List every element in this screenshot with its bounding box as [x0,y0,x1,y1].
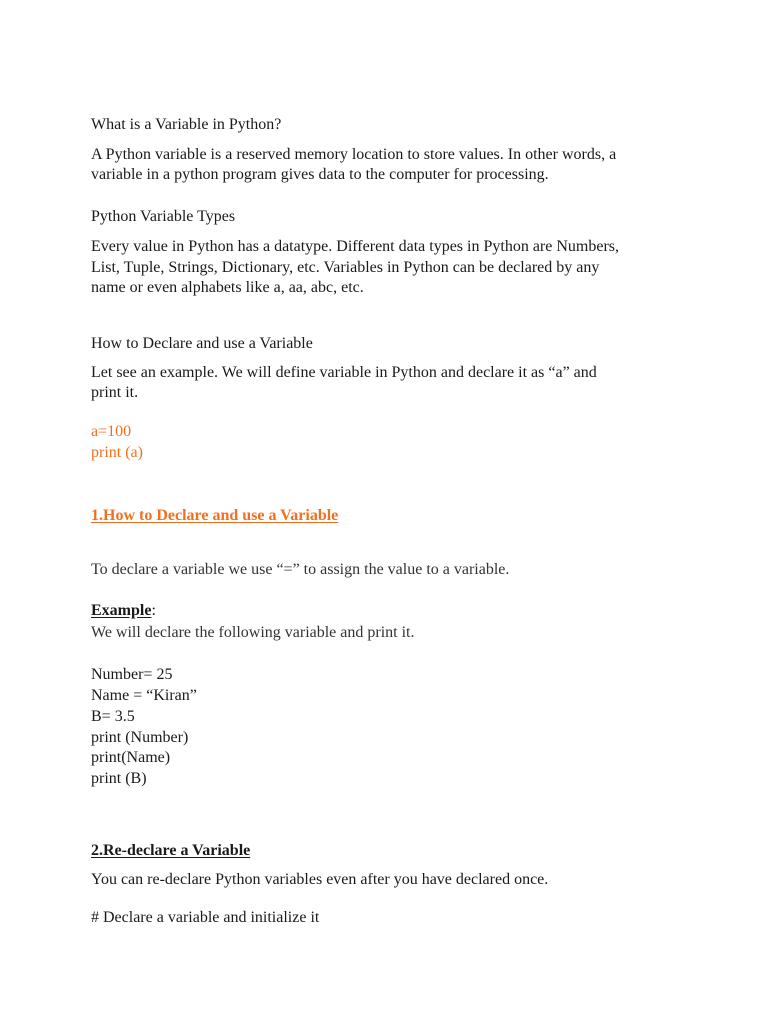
code-block-line: print (Number) [91,729,189,746]
para-types-line-2: List, Tuple, Strings, Dictionary, etc. Variables in Python can be declared by any [91,259,600,276]
heading-what-is-variable: What is a Variable in Python? [91,116,282,133]
code-sample-line-1: a=100 [91,423,132,440]
para-example-line-1: Let see an example. We will define variable in Python and declare it as “a” and [91,364,597,381]
para-assign: To declare a variable we use “=” to assign the value to a variable. [91,561,510,578]
section-1-heading: 1.How to Declare and use a Variable [91,507,339,524]
para-definition-line-2: variable in a python program gives data to the computer for processing. [91,166,549,183]
code-block-line: B= 3.5 [91,708,135,725]
code-block-line: print(Name) [91,749,171,766]
code-block-line: print (B) [91,770,147,787]
para-example-line-2: print it. [91,384,139,401]
example-label: Example [91,602,152,619]
code-sample-line-2: print (a) [91,444,143,461]
para-definition-line-1: A Python variable is a reserved memory location to store values. In other words, a [91,146,617,163]
comment-declare-line: # Declare a variable and initialize it [91,909,320,926]
example-description: We will declare the following variable and print it. [91,624,415,641]
code-block-line: Number= 25 [91,666,173,683]
para-types-line-1: Every value in Python has a datatype. Different data types in Python are Numbers, [91,238,620,255]
example-label-line [91,600,156,621]
para-redeclare: You can re-declare Python variables even after you have declared once. [91,871,549,888]
heading-variable-types: Python Variable Types [91,208,236,225]
heading-how-to-declare: How to Declare and use a Variable [91,335,313,352]
example-colon: : [151,602,156,619]
code-block-line: Name = “Kiran” [91,687,197,704]
para-types-line-3: name or even alphabets like a, aa, abc, etc. [91,279,364,296]
section-2-heading: 2.Re-declare a Variable [91,842,251,859]
